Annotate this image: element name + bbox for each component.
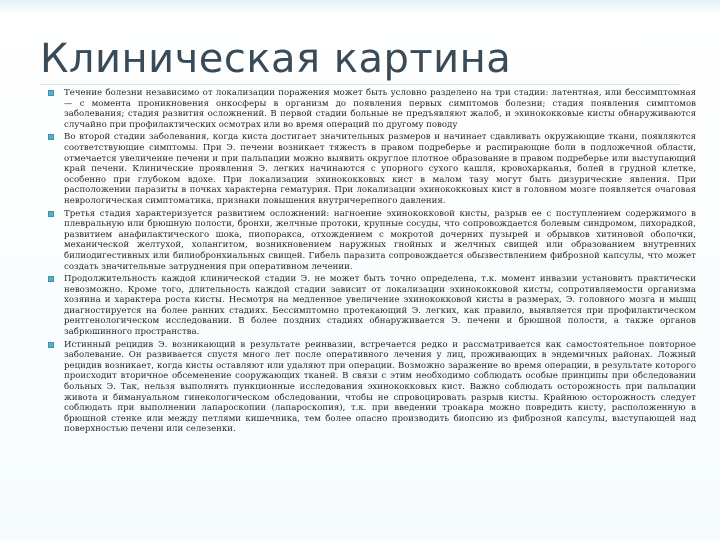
square-bullet-icon [48, 90, 54, 96]
slide-title: Клиническая картина [40, 36, 512, 82]
bullet-item [48, 132, 696, 206]
top-decoration [0, 0, 720, 14]
bullet-text: Истинный рецидив Э. возникающий в результате реинвазии, встречается редко и рассматривается как самостоятельное повторное заболевание. Он развивается спустя много лет после оперативного лечения у лиц, проживающих в эндемичных районах. Ложный рецидив возникает, когда кисты оставляют или удаляют при операции. Возможно заражение во время операции, в результате которого происходит вторичное обсеменение сооружающих тканей. В связи с этим необходимо соблюдать особые принципы при обследовании больных Э. Так, нельзя выполнять пункционные исследования эхинококковых кист. Важно соблюдать осторожность при пальпации живота и бимануальном гинекологическом обследовании, чтобы не спровоцировать разрыв кисты. Крайнюю осторожность следует соблюдать при выполнении лапароскопии (лапароскопия), т.к. при введении троакара можно повредить кисту, расположенную в брюшной стенке или между петлями кишечника, тем более опасно производить биопсию из фиброзной капсулы, выступающей над поверхностью печени или селезенки. [64, 339, 696, 435]
bullet-item [48, 88, 696, 130]
bullet-item [48, 274, 696, 338]
bullet-text: Продолжительность каждой клинической стадии Э. не может быть точно определена, т.к. момент инвазии установить практически невозможно. Кроме того, длительность каждой стадии зависит от локализации эхинококковой кисты, сопротивляемости организма хозяина и характера роста кисты. Несмотря на медленное увеличение эхинококковой кисты в размерах, Э. головного мозга и мышц диагностируется на более ранних стадиях. Бессимптомно протекающий Э. легких, как правило, выявляется при профилактическом рентгенологическом исследовании. В более поздних стадиях обнаруживается Э. печени и брюшной полости, а также органов забрюшинного пространства. [64, 274, 696, 338]
square-bullet-icon [48, 134, 54, 140]
title-divider [40, 84, 680, 85]
square-bullet-icon [48, 342, 54, 348]
square-bullet-icon [48, 276, 54, 282]
bullet-text: Третья стадия характеризуется развитием осложнений: нагноение эхинококковой кисты, разрыв ее с поступлением содержимого в плевральную или брюшную полости, бронхи, желчные протоки, крупные сосуды, что сопровождается болевым синдромом, лихорадкой, развитием анафилактического шока, пиопоракса, отхождением с мокротой дочерних пузырей и обрывков хитиновой оболочки, механической желтухой, холангитом, возникновением наружных гнойных и желчных свищей или образованием внутренних билиодигестивных или билиобронхиальных свищей. Гибель паразита сопровождается обызвествлением фиброзной капсулы, что может создать значительные затруднения при оперативном лечении. [64, 208, 696, 272]
bullet-item [48, 209, 696, 273]
bullet-list [48, 88, 696, 437]
bullet-text: Течение болезни независимо от локализации поражения может быть условно разделено на три стадии: латентная, или бессимптомная — с момента проникновения онкосферы в организм до появления первых симптомов болезни; стадия появления симптомов заболевания; стадия развития осложнений. В первой стадии больные не предъявляют жалоб, и эхинококковые кисты обнаруживаются случайно при профилактических осмотрах или во время операций по другому поводу [64, 88, 696, 130]
bullet-item [48, 340, 696, 435]
square-bullet-icon [48, 211, 54, 217]
bullet-text: Во второй стадии заболевания, когда киста достигает значительных размеров и начинает сдавливать окружающие ткани, появляются соответствующие симптомы. При Э. печени возникает тяжесть в правом подреберье и распирающие боли в подложечной области, отмечается увеличение печени и при пальпации можно выявить округлое плотное образование в правом подреберье или выступающий край печени. Клинические проявления Э. легких начинаются с упорного сухого кашля, кровохарканья, болей в грудной клетке, особенно при глубоком вдохе. При локализации эхинококковых кист в малом тазу могут быть дизурические явления. При расположении паразиты в почках характерна гематурия. При локализации эхинококковых кист в головном мозге появляется очаговая неврологическая симптоматика, признаки повышения внутричерепного давления. [64, 132, 696, 206]
